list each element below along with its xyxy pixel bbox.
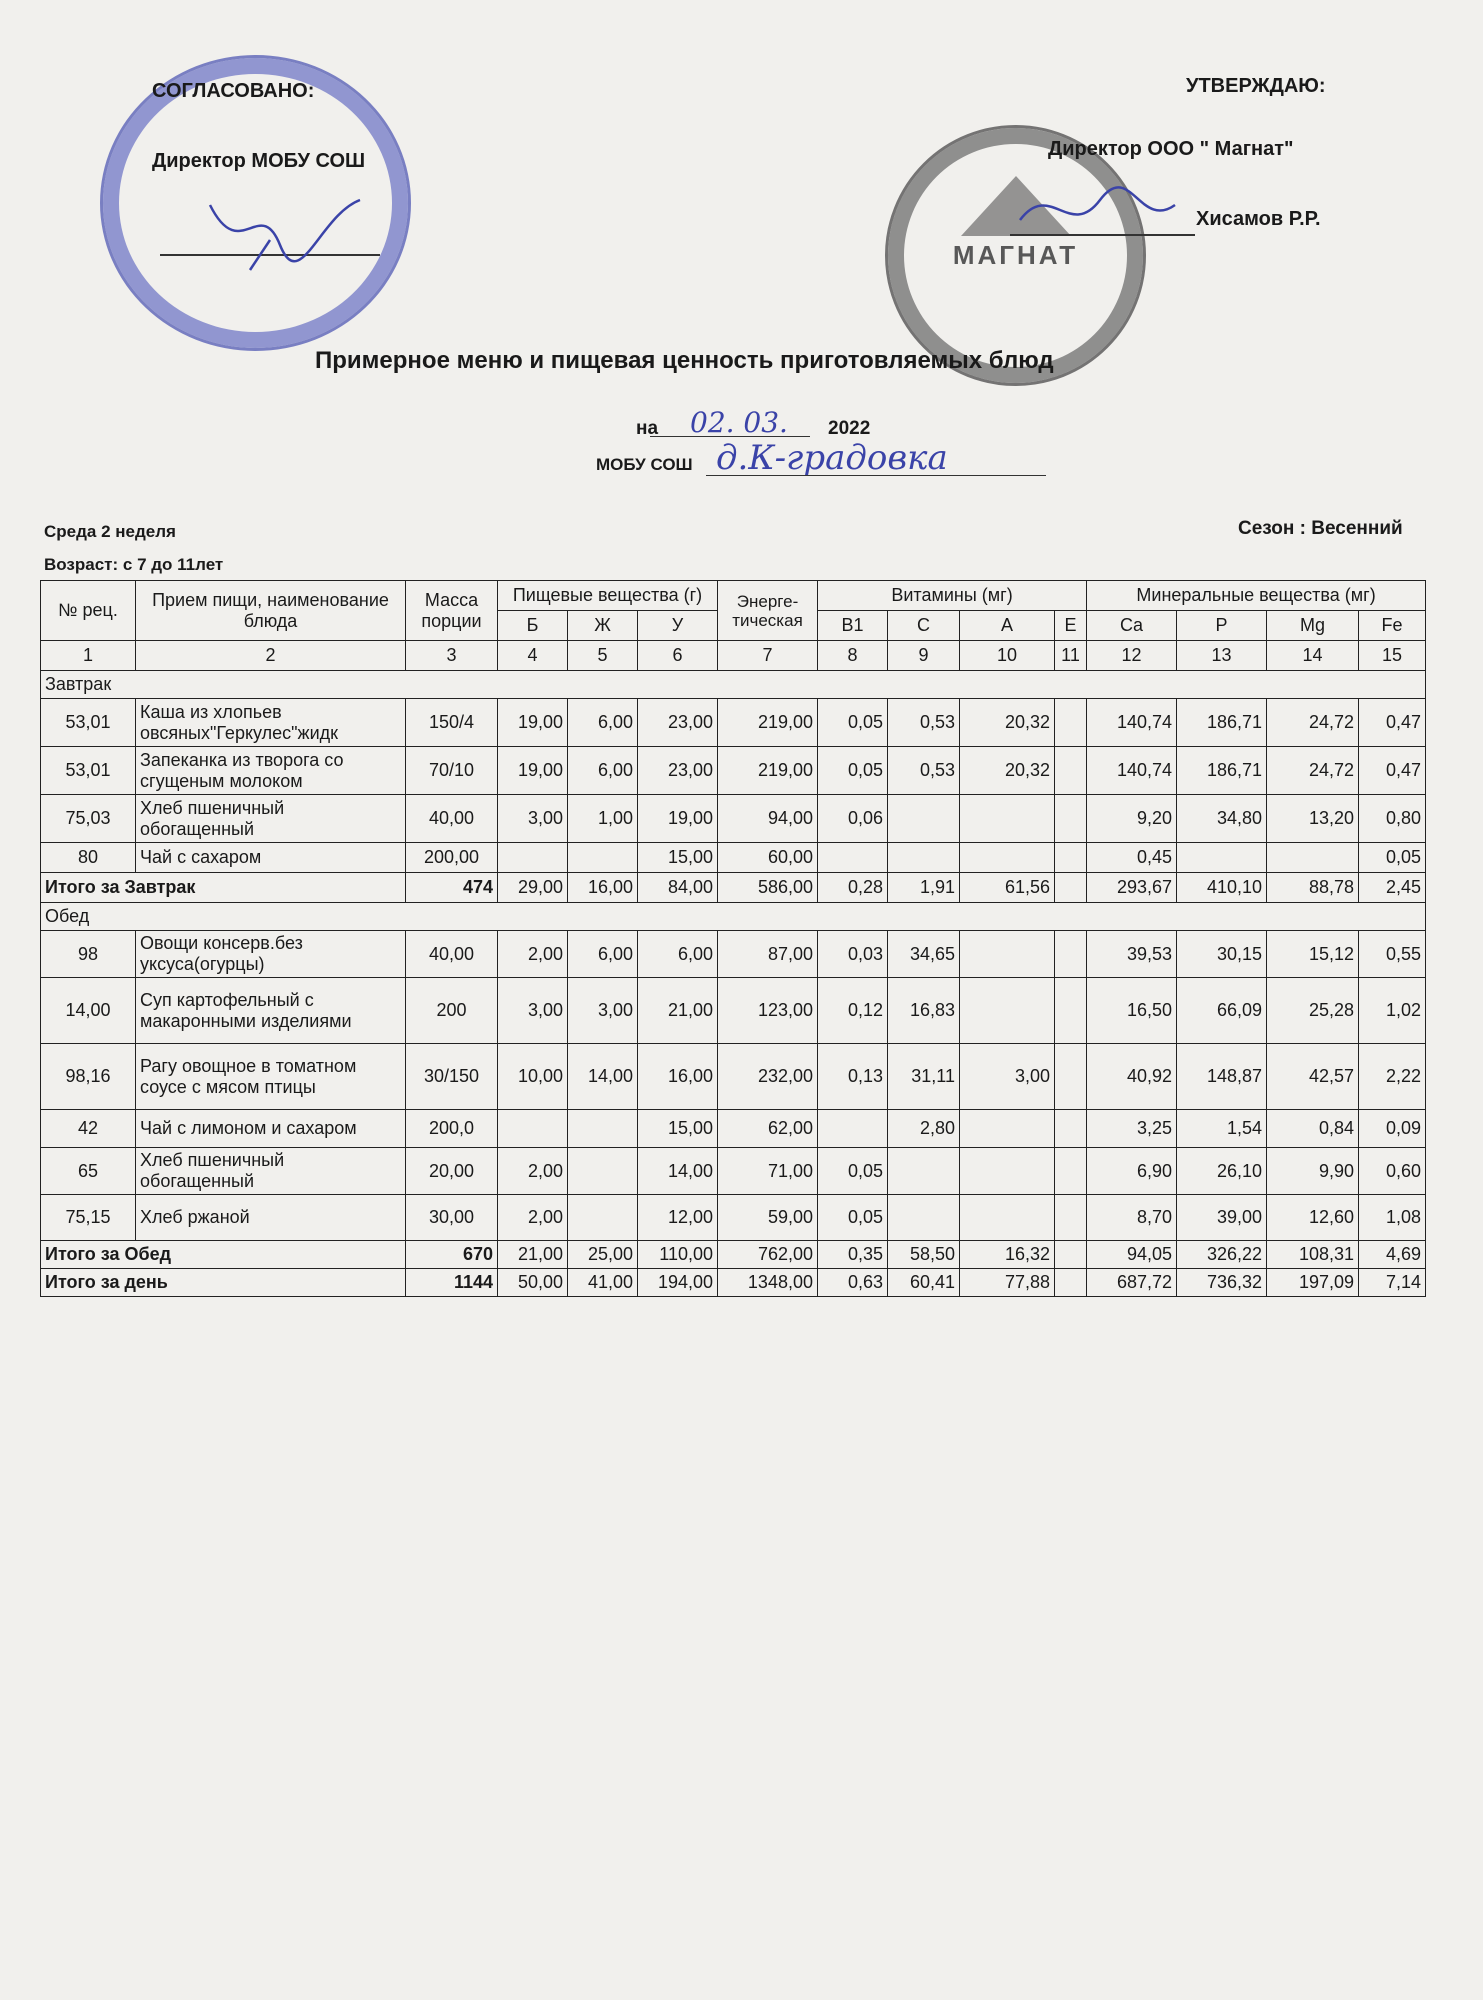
- subheader-cell: С: [888, 611, 960, 641]
- value-cell: [960, 1148, 1055, 1195]
- date-prefix: на: [636, 418, 659, 439]
- dish-name-cell: Рагу овощное в томатном соусе с мясом птицы: [136, 1044, 406, 1110]
- subheader-cell: У: [638, 611, 718, 641]
- value-cell: [888, 843, 960, 873]
- col-header-meal: Прием пищи, наименование блюда: [136, 581, 406, 641]
- recipe-number-cell: 75,15: [41, 1195, 136, 1241]
- col-number-cell: 4: [498, 641, 568, 671]
- value-cell: 123,00: [718, 978, 818, 1044]
- value-cell: 9,90: [1267, 1148, 1359, 1195]
- value-cell: 2,80: [888, 1110, 960, 1148]
- recipe-number-cell: 53,01: [41, 747, 136, 795]
- value-cell: [1055, 978, 1087, 1044]
- approved-left-title: СОГЛАСОВАНО:: [152, 80, 315, 102]
- value-cell: [960, 843, 1055, 873]
- value-cell: 94,00: [718, 795, 818, 843]
- age-label: Возраст: с 7 до 11лет: [44, 555, 224, 574]
- value-cell: [888, 1148, 960, 1195]
- value-cell: 1,00: [568, 795, 638, 843]
- table-row: [41, 978, 1426, 1044]
- value-cell: [1055, 1148, 1087, 1195]
- document-title: Примерное меню и пищевая ценность приготовляемых блюд: [315, 347, 1054, 374]
- total-value-cell: 1348,00: [718, 1269, 818, 1297]
- total-value-cell: 25,00: [568, 1241, 638, 1269]
- total-value-cell: 16,00: [568, 873, 638, 903]
- value-cell: 14,00: [638, 1148, 718, 1195]
- total-lunch-label: Итого за Обед: [41, 1241, 406, 1269]
- value-cell: 2,00: [498, 931, 568, 978]
- recipe-number-cell: 65: [41, 1148, 136, 1195]
- value-cell: 14,00: [568, 1044, 638, 1110]
- col-header-nutrients: Пищевые вещества (г): [498, 581, 718, 611]
- value-cell: [1055, 747, 1087, 795]
- portion-mass-cell: 200,0: [406, 1110, 498, 1148]
- total-mass-cell: 670: [406, 1241, 498, 1269]
- portion-mass-cell: 70/10: [406, 747, 498, 795]
- total-value-cell: 16,32: [960, 1241, 1055, 1269]
- col-number-cell: 8: [818, 641, 888, 671]
- section-row-breakfast: [41, 671, 1426, 699]
- approve-right-title: УТВЕРЖДАЮ:: [1186, 75, 1326, 97]
- dish-name-cell: Хлеб ржаной: [136, 1195, 406, 1241]
- value-cell: 140,74: [1087, 699, 1177, 747]
- total-value-cell: 110,00: [638, 1241, 718, 1269]
- table-row: [41, 1044, 1426, 1110]
- value-cell: [818, 1110, 888, 1148]
- value-cell: 34,65: [888, 931, 960, 978]
- value-cell: 40,92: [1087, 1044, 1177, 1110]
- value-cell: 0,05: [818, 1148, 888, 1195]
- total-lunch-row: [41, 1241, 1426, 1269]
- value-cell: 15,00: [638, 843, 718, 873]
- recipe-number-cell: 14,00: [41, 978, 136, 1044]
- value-cell: 3,00: [498, 795, 568, 843]
- total-day-label: Итого за день: [41, 1269, 406, 1297]
- recipe-number-cell: 42: [41, 1110, 136, 1148]
- value-cell: 0,80: [1359, 795, 1426, 843]
- value-cell: 87,00: [718, 931, 818, 978]
- value-cell: 8,70: [1087, 1195, 1177, 1241]
- value-cell: [1055, 699, 1087, 747]
- col-header-vitamins: Витамины (мг): [818, 581, 1087, 611]
- value-cell: 23,00: [638, 747, 718, 795]
- value-cell: 15,12: [1267, 931, 1359, 978]
- value-cell: 39,00: [1177, 1195, 1267, 1241]
- total-value-cell: 194,00: [638, 1269, 718, 1297]
- portion-mass-cell: 20,00: [406, 1148, 498, 1195]
- portion-mass-cell: 30/150: [406, 1044, 498, 1110]
- value-cell: 1,54: [1177, 1110, 1267, 1148]
- value-cell: 0,05: [1359, 843, 1426, 873]
- value-cell: 19,00: [638, 795, 718, 843]
- col-number-cell: 12: [1087, 641, 1177, 671]
- value-cell: 3,00: [568, 978, 638, 1044]
- value-cell: 186,71: [1177, 699, 1267, 747]
- col-header-mass: Масса порции: [406, 581, 498, 641]
- value-cell: 15,00: [638, 1110, 718, 1148]
- portion-mass-cell: 150/4: [406, 699, 498, 747]
- season-label: Сезон : Весенний: [1238, 518, 1403, 539]
- value-cell: 30,15: [1177, 931, 1267, 978]
- day-label: Среда 2 неделя: [44, 522, 176, 541]
- table-row: [41, 1148, 1426, 1195]
- total-value-cell: 108,31: [1267, 1241, 1359, 1269]
- value-cell: 16,50: [1087, 978, 1177, 1044]
- total-value-cell: 4,69: [1359, 1241, 1426, 1269]
- value-cell: 19,00: [498, 699, 568, 747]
- breakfast-rows: [41, 699, 1426, 873]
- section-row-lunch: [41, 903, 1426, 931]
- total-value-cell: 41,00: [568, 1269, 638, 1297]
- value-cell: [1055, 1195, 1087, 1241]
- value-cell: 0,55: [1359, 931, 1426, 978]
- total-value-cell: 0,63: [818, 1269, 888, 1297]
- value-cell: 3,00: [498, 978, 568, 1044]
- value-cell: 66,09: [1177, 978, 1267, 1044]
- recipe-number-cell: 75,03: [41, 795, 136, 843]
- value-cell: [1055, 1044, 1087, 1110]
- recipe-number-cell: 98: [41, 931, 136, 978]
- total-mass-cell: 1144: [406, 1269, 498, 1297]
- col-number-cell: 7: [718, 641, 818, 671]
- school-handwritten: д.К-градовка: [716, 438, 948, 478]
- table-row: [41, 1195, 1426, 1241]
- value-cell: 16,83: [888, 978, 960, 1044]
- value-cell: 3,25: [1087, 1110, 1177, 1148]
- recipe-number-cell: 80: [41, 843, 136, 873]
- portion-mass-cell: 200: [406, 978, 498, 1044]
- approve-right-role: Директор ООО " Магнат": [1048, 138, 1294, 160]
- date-underline: [650, 436, 810, 437]
- subheader-cell: Mg: [1267, 611, 1359, 641]
- subheader-cell: Fe: [1359, 611, 1426, 641]
- value-cell: 21,00: [638, 978, 718, 1044]
- total-value-cell: 410,10: [1177, 873, 1267, 903]
- value-cell: 24,72: [1267, 699, 1359, 747]
- dish-name-cell: Каша из хлопьев овсяных"Геркулес"жидк: [136, 699, 406, 747]
- value-cell: 23,00: [638, 699, 718, 747]
- school-prefix: МОБУ СОШ: [596, 455, 693, 474]
- value-cell: 6,00: [568, 747, 638, 795]
- value-cell: 2,00: [498, 1148, 568, 1195]
- subheader-cell: В1: [818, 611, 888, 641]
- value-cell: 20,32: [960, 747, 1055, 795]
- subheader-cell: Ca: [1087, 611, 1177, 641]
- value-cell: 0,09: [1359, 1110, 1426, 1148]
- company-seal-logo: МАГНАТ: [952, 240, 1079, 270]
- col-number-cell: 11: [1055, 641, 1087, 671]
- menu-table: [40, 580, 1426, 1297]
- total-value-cell: 762,00: [718, 1241, 818, 1269]
- value-cell: [1055, 795, 1087, 843]
- col-number-cell: 15: [1359, 641, 1426, 671]
- value-cell: [498, 843, 568, 873]
- value-cell: [960, 1195, 1055, 1241]
- value-cell: 34,80: [1177, 795, 1267, 843]
- value-cell: 0,06: [818, 795, 888, 843]
- value-cell: 16,00: [638, 1044, 718, 1110]
- portion-mass-cell: 30,00: [406, 1195, 498, 1241]
- total-value-cell: 0,35: [818, 1241, 888, 1269]
- value-cell: [1055, 1110, 1087, 1148]
- table-row: [41, 931, 1426, 978]
- dish-name-cell: Овощи консерв.без уксуса(огурцы): [136, 931, 406, 978]
- value-cell: 2,22: [1359, 1044, 1426, 1110]
- portion-mass-cell: 40,00: [406, 931, 498, 978]
- value-cell: 6,90: [1087, 1148, 1177, 1195]
- value-cell: 219,00: [718, 699, 818, 747]
- table-row: [41, 699, 1426, 747]
- subheader-cell: Е: [1055, 611, 1087, 641]
- value-cell: 24,72: [1267, 747, 1359, 795]
- value-cell: [568, 1148, 638, 1195]
- total-value-cell: 60,41: [888, 1269, 960, 1297]
- value-cell: 0,60: [1359, 1148, 1426, 1195]
- value-cell: [1055, 931, 1087, 978]
- subheader-cell: P: [1177, 611, 1267, 641]
- value-cell: 0,53: [888, 699, 960, 747]
- value-cell: 0,47: [1359, 747, 1426, 795]
- col-header-num: № рец.: [41, 581, 136, 641]
- value-cell: 1,02: [1359, 978, 1426, 1044]
- dish-name-cell: Чай с сахаром: [136, 843, 406, 873]
- total-value-cell: 2,45: [1359, 873, 1426, 903]
- total-value-cell: 84,00: [638, 873, 718, 903]
- col-header-minerals: Минеральные вещества (мг): [1087, 581, 1426, 611]
- total-value-cell: 50,00: [498, 1269, 568, 1297]
- table-header-row: [41, 581, 1426, 611]
- subheader-cell: А: [960, 611, 1055, 641]
- value-cell: 12,00: [638, 1195, 718, 1241]
- total-value-cell: 293,67: [1087, 873, 1177, 903]
- dish-name-cell: Запеканка из творога со сгущеным молоком: [136, 747, 406, 795]
- value-cell: 3,00: [960, 1044, 1055, 1110]
- value-cell: [960, 978, 1055, 1044]
- dish-name-cell: Хлеб пшеничный обогащенный: [136, 795, 406, 843]
- value-cell: 60,00: [718, 843, 818, 873]
- value-cell: 0,12: [818, 978, 888, 1044]
- total-mass-cell: 474: [406, 873, 498, 903]
- value-cell: [568, 1110, 638, 1148]
- value-cell: 62,00: [718, 1110, 818, 1148]
- total-value-cell: 61,56: [960, 873, 1055, 903]
- col-number-cell: 6: [638, 641, 718, 671]
- value-cell: 0,84: [1267, 1110, 1359, 1148]
- value-cell: 0,53: [888, 747, 960, 795]
- dish-name-cell: Чай с лимоном и сахаром: [136, 1110, 406, 1148]
- value-cell: 0,03: [818, 931, 888, 978]
- table-colnum-row: [41, 641, 1426, 671]
- section-breakfast: Завтрак: [41, 671, 1426, 699]
- value-cell: 12,60: [1267, 1195, 1359, 1241]
- value-cell: 25,28: [1267, 978, 1359, 1044]
- lunch-rows: [41, 931, 1426, 1241]
- value-cell: [888, 795, 960, 843]
- col-number-cell: 9: [888, 641, 960, 671]
- total-value-cell: [1055, 873, 1087, 903]
- col-number-cell: 10: [960, 641, 1055, 671]
- recipe-number-cell: 53,01: [41, 699, 136, 747]
- value-cell: 19,00: [498, 747, 568, 795]
- total-breakfast-label: Итого за Завтрак: [41, 873, 406, 903]
- date-handwritten: 02. 03.: [690, 406, 788, 439]
- dish-name-cell: Суп картофельный с макаронными изделиями: [136, 978, 406, 1044]
- total-value-cell: 586,00: [718, 873, 818, 903]
- value-cell: [1267, 843, 1359, 873]
- value-cell: [888, 1195, 960, 1241]
- total-value-cell: 197,09: [1267, 1269, 1359, 1297]
- approve-right-name: Хисамов Р.Р.: [1196, 208, 1321, 230]
- section-lunch: Обед: [41, 903, 1426, 931]
- total-value-cell: 7,14: [1359, 1269, 1426, 1297]
- table-row: [41, 1110, 1426, 1148]
- value-cell: 219,00: [718, 747, 818, 795]
- value-cell: 26,10: [1177, 1148, 1267, 1195]
- total-value-cell: 21,00: [498, 1241, 568, 1269]
- school-underline: [706, 475, 1046, 476]
- total-day-row: [41, 1269, 1426, 1297]
- total-value-cell: 94,05: [1087, 1241, 1177, 1269]
- total-value-cell: [1055, 1269, 1087, 1297]
- value-cell: 42,57: [1267, 1044, 1359, 1110]
- total-value-cell: 736,32: [1177, 1269, 1267, 1297]
- total-value-cell: 687,72: [1087, 1269, 1177, 1297]
- total-value-cell: 58,50: [888, 1241, 960, 1269]
- value-cell: 0,05: [818, 699, 888, 747]
- total-value-cell: 88,78: [1267, 873, 1359, 903]
- value-cell: 0,13: [818, 1044, 888, 1110]
- approved-left-role: Директор МОБУ СОШ: [152, 150, 366, 172]
- col-number-cell: 14: [1267, 641, 1359, 671]
- value-cell: 6,00: [568, 931, 638, 978]
- value-cell: 71,00: [718, 1148, 818, 1195]
- date-year: 2022: [828, 418, 871, 439]
- left-signature: [150, 185, 390, 275]
- col-number-cell: 3: [406, 641, 498, 671]
- table-row: [41, 843, 1426, 873]
- table-row: [41, 747, 1426, 795]
- col-number-cell: 13: [1177, 641, 1267, 671]
- portion-mass-cell: 200,00: [406, 843, 498, 873]
- col-header-energy: Энерге-тическая: [718, 581, 818, 641]
- value-cell: [818, 843, 888, 873]
- subheader-cell: Б: [498, 611, 568, 641]
- value-cell: [960, 1110, 1055, 1148]
- value-cell: [568, 843, 638, 873]
- value-cell: [498, 1110, 568, 1148]
- col-number-cell: 1: [41, 641, 136, 671]
- value-cell: 140,74: [1087, 747, 1177, 795]
- value-cell: 232,00: [718, 1044, 818, 1110]
- dish-name-cell: Хлеб пшеничный обогащенный: [136, 1148, 406, 1195]
- value-cell: 0,47: [1359, 699, 1426, 747]
- value-cell: 6,00: [638, 931, 718, 978]
- value-cell: 186,71: [1177, 747, 1267, 795]
- value-cell: 31,11: [888, 1044, 960, 1110]
- value-cell: 20,32: [960, 699, 1055, 747]
- value-cell: 0,45: [1087, 843, 1177, 873]
- value-cell: 39,53: [1087, 931, 1177, 978]
- total-value-cell: [1055, 1241, 1087, 1269]
- table-row: [41, 795, 1426, 843]
- value-cell: 2,00: [498, 1195, 568, 1241]
- value-cell: [960, 795, 1055, 843]
- value-cell: 10,00: [498, 1044, 568, 1110]
- total-value-cell: 29,00: [498, 873, 568, 903]
- total-breakfast-row: [41, 873, 1426, 903]
- value-cell: [1055, 843, 1087, 873]
- portion-mass-cell: 40,00: [406, 795, 498, 843]
- col-number-cell: 5: [568, 641, 638, 671]
- total-value-cell: 77,88: [960, 1269, 1055, 1297]
- total-value-cell: 326,22: [1177, 1241, 1267, 1269]
- right-signature: [1000, 180, 1200, 250]
- value-cell: 59,00: [718, 1195, 818, 1241]
- value-cell: [960, 931, 1055, 978]
- value-cell: [1177, 843, 1267, 873]
- value-cell: 1,08: [1359, 1195, 1426, 1241]
- value-cell: 0,05: [818, 747, 888, 795]
- total-value-cell: 1,91: [888, 873, 960, 903]
- value-cell: 0,05: [818, 1195, 888, 1241]
- col-number-cell: 2: [136, 641, 406, 671]
- value-cell: 9,20: [1087, 795, 1177, 843]
- value-cell: 148,87: [1177, 1044, 1267, 1110]
- value-cell: [568, 1195, 638, 1241]
- value-cell: 6,00: [568, 699, 638, 747]
- value-cell: 13,20: [1267, 795, 1359, 843]
- total-value-cell: 0,28: [818, 873, 888, 903]
- recipe-number-cell: 98,16: [41, 1044, 136, 1110]
- subheader-cell: Ж: [568, 611, 638, 641]
